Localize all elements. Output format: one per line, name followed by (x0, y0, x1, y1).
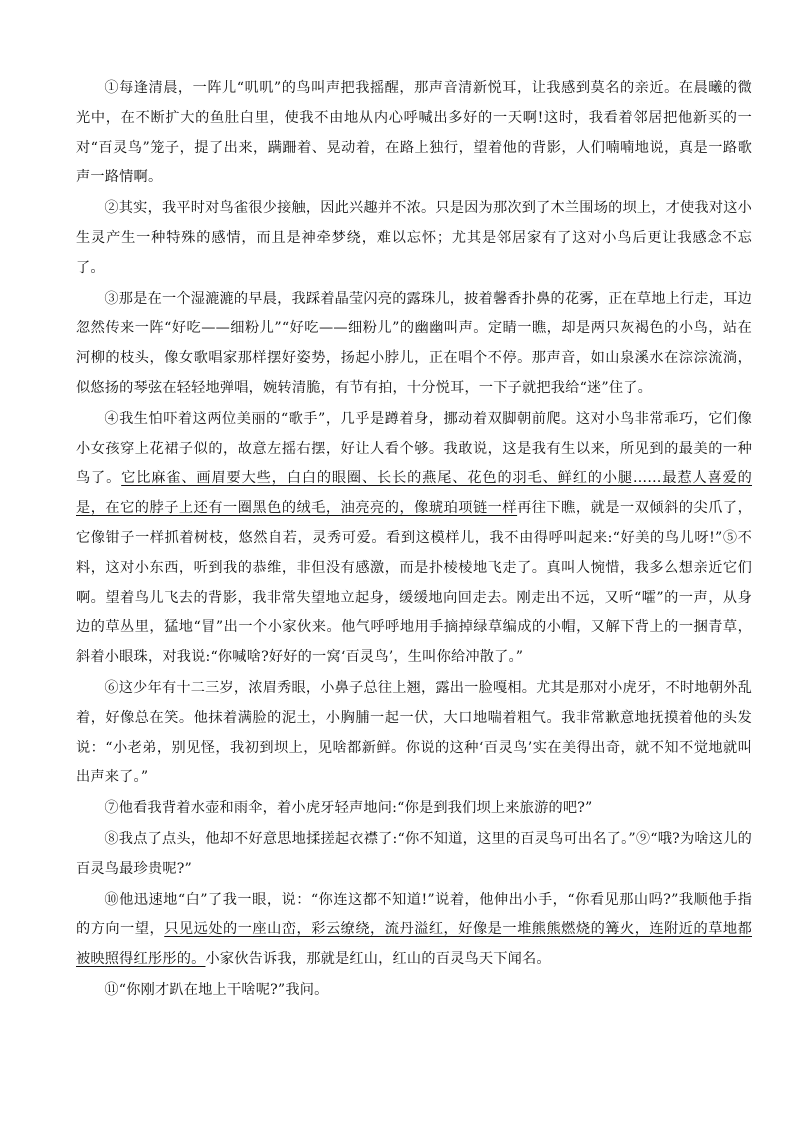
paragraph-text: ①每逢清晨，一阵儿“叽叽”的鸟叫声把我摇醒，那声音清新悦耳，让我感到莫名的亲近。在晨曦的微光中，在不断扩大的鱼肚白里，使我不由地从内心呼喊出多好的一天啊!这时，我看着邻居把他新买的一对“百灵鸟”笼子，提了出来，蹒跚着、晃动着，在路上独行，望着他的背影，人们喃喃地说，真是一路歌声一路情啊。 (76, 80, 752, 186)
document-body (76, 74, 752, 1007)
paragraph-10 (76, 886, 752, 975)
paragraph-text: ⑪“你刚才趴在地上干啥呢?”我问。 (104, 981, 329, 998)
paragraph-text: ③那是在一个湿漉漉的早晨，我踩着晶莹闪亮的露珠儿，披着馨香扑鼻的花雾，正在草地上行走，耳边忽然传来一阵“好吃——细粉儿”“好吃——细粉儿”的幽幽叫声。定睛一瞧，却是两只灰褐色的小鸟，站在河柳的枝头，像女歌唱家那样摆好姿势，扬起小脖儿，正在唱个不停。那声音，如山泉溪水在淙淙流淌，似悠扬的琴弦在轻轻地弹唱，婉转清脆，有节有拍，十分悦耳，一下子就把我给“迷”住了。 (76, 290, 752, 396)
paragraph-3 (76, 285, 752, 404)
underlined-passage: 它比麻雀、画眉要大些，白白的眼圈、长长的燕尾、花色的羽毛、鲜红的小腿……最惹人喜爱的是，在它的脖子上还有一圈黑色的绒毛，油亮亮的，像琥珀项链一样 (76, 470, 752, 517)
paragraph-text: ⑦他看我背着水壶和雨伞，着小虎牙轻声地问:“你是到我们坝上来旅游的吧?” (104, 800, 593, 817)
paragraph-text: ⑧我点了点头，他却不好意思地揉搓起衣襟了:“你不知道，这里的百灵鸟可出名了。”⑨“哦?为啥这儿的百灵鸟最珍贵呢?” (76, 830, 752, 877)
paragraph-6 (76, 674, 752, 793)
paragraph-text: 小家伙告诉我，那就是红山，红山的百灵鸟天下闻名。 (205, 951, 551, 968)
paragraph-text: ②其实，我平时对鸟雀很少接触，因此兴趣并不浓。只是因为那次到了木兰围场的坝上，才使我对这小生灵产生一种特殊的感情，而且是神牵梦绕，难以忘怀；尤其是邻居家有了这对小鸟后更让我感念不忘了。 (76, 200, 752, 276)
paragraph-text: ④我生怕吓着这两位美丽的“歌手”，几乎是蹲着身，挪动着双脚朝前爬。这对小鸟非常乖巧，它们像小女孩穿上花裙子似的，故意左摇右摆，好让人看个够。我敢说，这是我有生以来，所见到的最美的一种鸟了。 (76, 410, 752, 487)
paragraph-7 (76, 794, 752, 824)
paragraph-11 (76, 976, 752, 1006)
underlined-passage: 只见远处的一座山峦，彩云缭绕，流丹溢红，好像是一堆熊熊燃烧的篝火，连附近的草地都被映照得红彤彤的。 (76, 921, 752, 968)
paragraph-2 (76, 194, 752, 283)
paragraph-1 (76, 74, 752, 193)
paragraph-8 (76, 825, 752, 885)
paragraph-text: ⑥这少年有十二三岁，浓眉秀眼，小鼻子总往上翘，露出一脸嘎相。尤其是那对小虎牙，不时地朝外乱着，好像总在笑。他抹着满脸的泥土，小胸脯一起一伏，大口地喘着粗气。我非常歉意地抚摸着他的头发说：“小老弟，别见怪，我初到坝上，见啥都新鲜。你说的这种‘百灵鸟’实在美得出奇，就不知不觉地就叫出声来了。” (76, 679, 752, 786)
paragraph-text: 再往下瞧，就是一双倾斜的尖爪了，它像钳子一样抓着树枝，悠然自若，灵秀可爱。看到这模样儿，我不由得呼叫起来:“好美的鸟儿呀!”⑤不料，这对小东西，听到我的恭维，非但没有感激，而是扑棱棱地飞走了。真叫人惋惜，我多么想亲近它们啊。望着鸟儿飞去的背影，我非常失望地立起身，缓缓地向回走去。刚走出不远，又听“嚯”的一声，从身边的草丛里，猛地“冒”出一个小家伙来。他气呼呼地用手摘掉绿草编成的小帽，又解下背上的一捆青草，斜着小眼珠，对我说:“你喊啥?好好的一窝‘百灵鸟’，生叫你给冲散了。” (76, 500, 752, 666)
paragraph-4 (76, 405, 752, 673)
paragraph-text: ⑩他迅速地“白”了我一眼，说：“你连这都不知道!”说着，他伸出小手，“你看见那山吗?”我顺他手指的方向一望， (76, 891, 752, 938)
